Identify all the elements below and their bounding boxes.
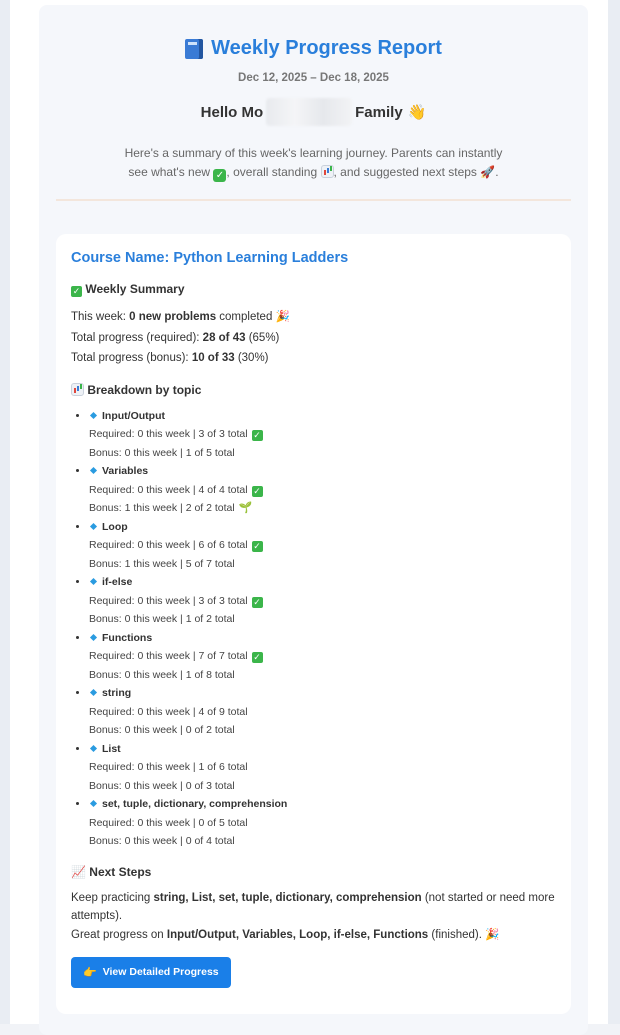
topic-item bbox=[89, 629, 556, 685]
topic-name-text: set, tuple, dictionary, comprehension bbox=[102, 798, 288, 810]
topic-required-text: Required: 0 this week | 3 of 3 total bbox=[89, 428, 248, 440]
blue-diamond-icon bbox=[90, 412, 97, 419]
this-week-value: 0 new problems bbox=[129, 311, 217, 323]
topic-required bbox=[89, 703, 556, 722]
breakdown-title: Breakdown by topic bbox=[87, 382, 202, 397]
topic-item bbox=[89, 518, 556, 574]
topic-bonus-text: Bonus: 1 this week | 5 of 7 total bbox=[89, 557, 235, 570]
topic-bonus bbox=[89, 777, 556, 796]
report-title-text: Weekly Progress Report bbox=[211, 37, 442, 59]
topic-bonus bbox=[89, 610, 556, 629]
topic-bonus-text: Bonus: 1 this week | 2 of 2 total bbox=[89, 502, 235, 514]
topic-required bbox=[89, 592, 556, 611]
keep-practicing-line bbox=[71, 889, 556, 925]
topic-name bbox=[89, 573, 556, 592]
topic-item bbox=[89, 740, 556, 796]
topic-required bbox=[89, 425, 556, 444]
blue-diamond-icon bbox=[90, 578, 97, 585]
topic-item bbox=[89, 684, 556, 740]
topic-bonus-text: Bonus: 0 this week | 1 of 5 total bbox=[89, 446, 235, 459]
blue-diamond-icon bbox=[90, 634, 97, 641]
this-week-prefix: This week: bbox=[71, 311, 130, 323]
this-week-suffix: completed bbox=[216, 311, 273, 323]
check-mark-icon: ✓ bbox=[72, 286, 81, 296]
topic-bonus-text: Bonus: 0 this week | 0 of 4 total bbox=[89, 835, 235, 847]
great-prefix: Great progress on bbox=[71, 928, 167, 941]
topic-item bbox=[89, 795, 556, 851]
intro-text bbox=[124, 144, 504, 182]
topic-bonus bbox=[89, 832, 556, 851]
topic-list bbox=[71, 407, 556, 851]
topic-item bbox=[89, 573, 556, 629]
topic-name-text: Variables bbox=[102, 465, 149, 477]
party-popper-icon: 🎉 bbox=[275, 311, 290, 323]
waving-hand-icon: 👋 bbox=[407, 104, 427, 121]
topic-bonus bbox=[89, 666, 556, 685]
check-mark-icon: ✓ bbox=[253, 652, 261, 662]
great-progress-line bbox=[71, 925, 556, 945]
required-value: 28 of 43 bbox=[202, 331, 246, 344]
bonus-value: 10 of 33 bbox=[191, 352, 235, 364]
topic-required bbox=[89, 814, 556, 833]
check-mark-icon: ✓ bbox=[253, 541, 261, 551]
topic-required-text: Required: 0 this week | 6 of 6 total bbox=[89, 539, 248, 551]
topic-required-text: Required: 0 this week | 1 of 6 total bbox=[89, 761, 248, 773]
intro-part-2: , overall standing bbox=[226, 165, 318, 179]
bonus-prefix: Total progress (bonus): bbox=[71, 352, 192, 364]
check-mark-icon: ✓ bbox=[253, 596, 261, 607]
topic-bonus bbox=[89, 444, 556, 463]
header-divider bbox=[56, 199, 571, 201]
blue-diamond-icon bbox=[90, 745, 97, 752]
topic-item bbox=[89, 462, 556, 518]
blue-diamond-icon bbox=[90, 689, 97, 696]
report-header bbox=[39, 5, 588, 182]
topic-name bbox=[89, 684, 556, 703]
required-progress-line bbox=[71, 328, 556, 349]
topic-name-text: List bbox=[102, 742, 121, 755]
topic-required-text: Required: 0 this week | 4 of 4 total bbox=[89, 483, 248, 496]
greeting bbox=[39, 98, 588, 126]
blue-diamond-icon bbox=[90, 800, 97, 807]
breakdown-heading bbox=[71, 383, 556, 397]
pointing-hand-icon: 👉 bbox=[83, 966, 97, 979]
required-suffix: (65%) bbox=[245, 331, 280, 344]
bar-chart-icon bbox=[71, 383, 84, 396]
intro-end: . bbox=[495, 165, 499, 179]
topic-bonus-text: Bonus: 0 this week | 1 of 8 total bbox=[89, 668, 235, 681]
next-steps-title: Next Steps bbox=[89, 864, 152, 879]
topic-name bbox=[89, 795, 556, 814]
topic-name-text: Functions bbox=[102, 631, 153, 644]
bonus-suffix: (30%) bbox=[234, 352, 269, 364]
topic-bonus bbox=[89, 721, 556, 740]
topic-name-text: Loop bbox=[102, 520, 128, 533]
topic-required-text: Required: 0 this week | 4 of 9 total bbox=[89, 705, 248, 718]
greeting-end: Family bbox=[355, 103, 403, 121]
topic-name-text: string bbox=[102, 687, 132, 699]
great-suffix: (finished). bbox=[428, 928, 482, 941]
topic-bonus bbox=[89, 499, 556, 518]
topic-bonus-text: Bonus: 0 this week | 0 of 2 total bbox=[89, 724, 235, 736]
required-prefix: Total progress (required): bbox=[71, 331, 203, 344]
check-mark-icon: ✓ bbox=[253, 485, 261, 496]
topic-bonus bbox=[89, 555, 556, 574]
topic-name bbox=[89, 462, 556, 481]
blue-diamond-icon bbox=[90, 467, 97, 474]
bar-chart-icon bbox=[321, 165, 334, 178]
blue-book-icon bbox=[185, 39, 203, 59]
bonus-progress-line bbox=[71, 348, 556, 369]
keep-suffix: (not started or need more attempts). bbox=[71, 891, 555, 922]
topic-bonus-text: Bonus: 0 this week | 1 of 2 total bbox=[89, 613, 235, 625]
intro-part-3: , and suggested next steps bbox=[333, 165, 477, 179]
topic-name bbox=[89, 518, 556, 537]
topic-required bbox=[89, 536, 556, 555]
topic-name bbox=[89, 629, 556, 648]
keep-prefix: Keep practicing bbox=[71, 891, 154, 904]
weekly-summary-heading bbox=[71, 282, 556, 297]
chart-increasing-icon: 📈 bbox=[71, 864, 86, 879]
great-topics: Input/Output, Variables, Loop, if-else, Functions bbox=[166, 928, 429, 941]
topic-required bbox=[89, 647, 556, 666]
topic-required-text: Required: 0 this week | 0 of 5 total bbox=[89, 816, 248, 829]
topic-required bbox=[89, 758, 556, 777]
topic-required-text: Required: 0 this week | 7 of 7 total bbox=[89, 650, 248, 662]
party-popper-icon: 🎉 bbox=[485, 928, 500, 941]
report-title bbox=[39, 37, 588, 60]
topic-required bbox=[89, 481, 556, 500]
topic-bonus-text: Bonus: 0 this week | 0 of 3 total bbox=[89, 779, 235, 792]
view-detailed-progress-label: View Detailed Progress bbox=[102, 966, 219, 978]
redacted-name bbox=[266, 98, 352, 126]
topic-name bbox=[89, 740, 556, 759]
this-week-line bbox=[71, 307, 556, 328]
rocket-icon: 🚀 bbox=[480, 165, 496, 179]
blue-diamond-icon bbox=[90, 523, 97, 530]
topic-required-text: Required: 0 this week | 3 of 3 total bbox=[89, 594, 248, 607]
course-name: Course Name: Python Learning Ladders bbox=[71, 250, 349, 266]
topic-name-text: Input/Output bbox=[102, 409, 165, 422]
check-mark-icon: ✓ bbox=[213, 169, 226, 182]
topic-name-text: if-else bbox=[102, 576, 133, 588]
topic-item bbox=[89, 407, 556, 463]
date-range: Dec 12, 2025 – Dec 18, 2025 bbox=[238, 72, 389, 84]
view-detailed-progress-button[interactable] bbox=[71, 957, 231, 988]
topic-name bbox=[89, 407, 556, 426]
weekly-summary-title: Weekly Summary bbox=[85, 282, 185, 296]
seedling-icon: 🌱 bbox=[238, 502, 253, 514]
intro-part-1: Here's a summary of this week's learning journey. Parents can instantly see what's new bbox=[124, 146, 503, 179]
next-steps-heading bbox=[71, 865, 556, 879]
report-container bbox=[39, 5, 588, 1035]
greeting-start: Hello Mo bbox=[200, 103, 264, 121]
check-mark-icon: ✓ bbox=[253, 430, 261, 440]
keep-topics: string, List, set, tuple, dictionary, comprehension bbox=[153, 891, 422, 904]
course-card bbox=[56, 234, 571, 1014]
